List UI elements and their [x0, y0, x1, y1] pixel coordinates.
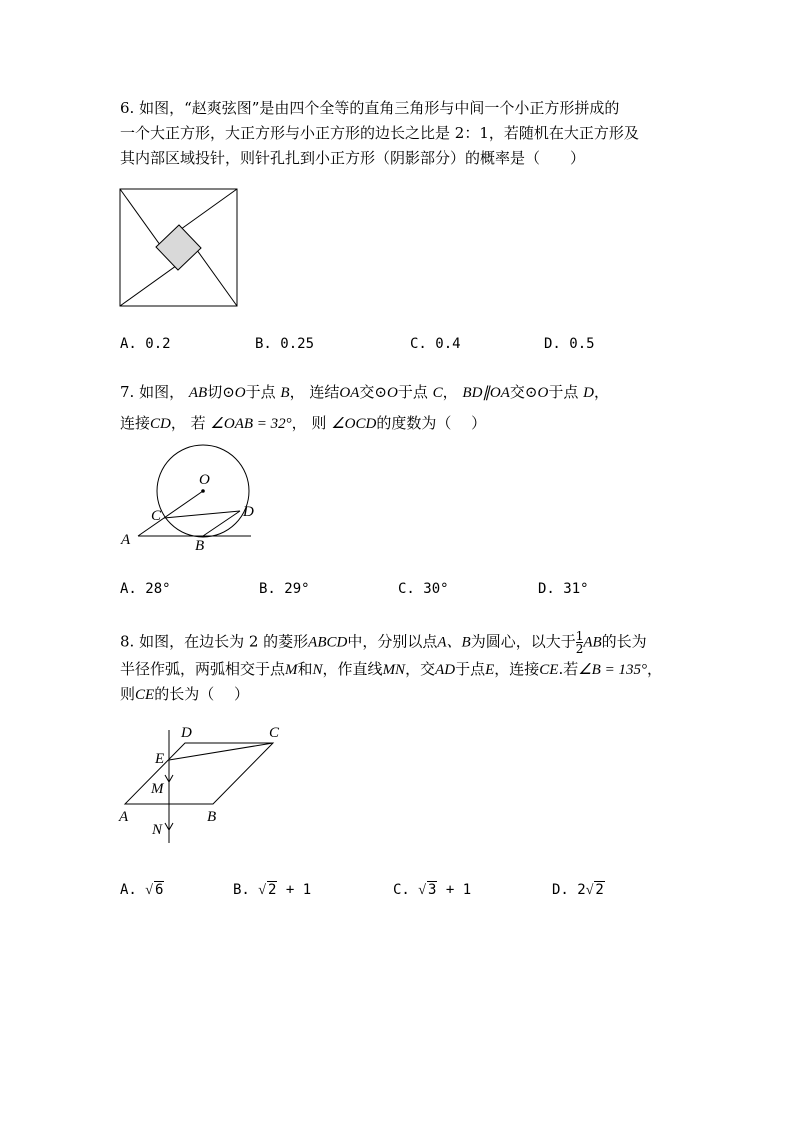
q8-text-part: 的长为 [601, 632, 647, 651]
q8-label-m: M [151, 781, 164, 797]
q8-option-b-prefix: B. [233, 882, 250, 898]
q7-line-bd [203, 511, 240, 536]
q8-option-c-radicand: 3 [427, 882, 437, 898]
q8-text-part: .若 [558, 660, 579, 678]
q8-text-line-2 [120, 659, 662, 680]
q7-angle-ocd: ∠OCD [331, 416, 377, 432]
q7-yudian: 于点 [548, 383, 584, 401]
q7-comma: ， [593, 383, 609, 401]
q8-option-a-prefix: A. [120, 882, 137, 898]
q7-option-d[interactable]: D. 31° [538, 581, 589, 597]
q7-center-dot [201, 489, 205, 493]
q6-option-a[interactable]: A. 0.2 [120, 336, 171, 352]
q8-option-b-radicand: 2 [267, 882, 277, 898]
q8-option-d-coef: 2 [577, 882, 586, 898]
q8-text-part: 8. 如图，在边长为 2 的菱形 [120, 632, 309, 651]
q8-label-c: C [269, 725, 280, 741]
q7-point-c: C [432, 385, 443, 401]
q8-label-a: A [119, 809, 129, 825]
q8-text-line-3 [120, 684, 249, 705]
q7-label-c: C [151, 508, 162, 524]
q6-option-b[interactable]: B. 0.25 [255, 336, 315, 352]
q7-option-a[interactable]: A. 28° [120, 581, 171, 597]
q7-yudian: 于点 [397, 383, 433, 401]
q7-text-line-1 [120, 382, 609, 403]
circle-symbol: ⊙ [374, 383, 387, 401]
q8-option-d-prefix: D. [552, 882, 569, 898]
q6-text-line-3: 其内部区域投针，则针孔扎到小正方形（阴影部分）的概率是（ ） [120, 149, 586, 167]
q7-text-line-2 [120, 413, 486, 434]
q6-zhaoshuang-diagram [120, 189, 240, 309]
q6-option-d[interactable]: D. 0.5 [544, 336, 595, 352]
q7-o: O [537, 385, 549, 401]
q7-seg-cd: CD [150, 416, 171, 432]
q7-label-o: O [199, 472, 210, 488]
q8-text-part: ，作直线 [322, 660, 383, 678]
q7-ruo: ， 若 [170, 414, 206, 432]
q8-text-part: ，连接 [494, 660, 540, 678]
q8-text-part: ， [646, 660, 662, 678]
q8-text-part: 的长为（ ） [154, 685, 249, 703]
q8-point-n: N [312, 662, 323, 678]
q8-text-part: 半径作弧，两弧相交于点 [120, 660, 286, 678]
q7-option-b[interactable]: B. 29° [259, 581, 310, 597]
q8-text-part: 中，分别以点 [347, 632, 438, 651]
q8-option-a-radicand: 6 [154, 882, 164, 898]
q8-line-mn: MN [382, 662, 406, 678]
q6-text-line-2: 一个大正方形，大正方形与小正方形的边长之比是 2：1，若随机在大正方形及 [120, 124, 639, 142]
q8-line-ce [169, 743, 273, 760]
q7-ask: 的度数为（ ） [376, 414, 487, 432]
q8-seg-ce: CE [135, 687, 155, 703]
q8-point-m: M [285, 662, 298, 678]
q8-option-a[interactable]: A. √ 6 [120, 882, 164, 898]
q7-label-a: A [121, 532, 131, 548]
q7-point-d: D [583, 385, 594, 401]
q8-label-n: N [152, 822, 163, 838]
q8-text-line-1 [120, 630, 647, 655]
q7-bd-parallel-oa: BD∥OA [462, 385, 510, 401]
q7-number: 7. 如图， [120, 383, 185, 401]
q7-jiao: 交 [359, 383, 375, 401]
q8-angle-b: ∠B = 135° [578, 662, 647, 678]
q8-seg-ab: AB [583, 634, 602, 651]
q8-label-e: E [155, 751, 165, 767]
q7-lianjie2: 连接 [120, 414, 151, 432]
q8-text-part: 则 [120, 685, 136, 703]
q7-ze: ， 则 [291, 414, 327, 432]
q7-comma: ， [442, 383, 458, 401]
q7-point-b: B [280, 385, 290, 401]
q8-seg-ce: CE [539, 662, 559, 678]
q8-option-c-tail: + 1 [437, 882, 472, 898]
q8-rhombus-diagram [115, 722, 305, 847]
q7-label-b: B [195, 538, 205, 554]
q7-label-d: D [243, 504, 254, 520]
q7-jiao: 交 [509, 383, 525, 401]
q8-points-ab: A、B [437, 634, 471, 651]
circle-symbol: ⊙ [222, 383, 235, 401]
q7-o: O [234, 385, 246, 401]
q7-line-cd [164, 511, 240, 518]
q8-option-c[interactable]: C. √ 3 + 1 [393, 882, 472, 898]
q7-circle-diagram [115, 450, 275, 560]
q7-lianjie: ， 连结 [289, 383, 340, 401]
q7-yudian: 于点 [245, 383, 281, 401]
q7-o: O [386, 385, 398, 401]
q8-rhombus [125, 743, 273, 804]
q6-option-c[interactable]: C. 0.4 [410, 336, 461, 352]
q7-seg-ab: AB [188, 385, 208, 401]
q8-text-part: 为圆心，以大于 [470, 632, 576, 651]
circle-symbol: ⊙ [524, 383, 538, 401]
q8-option-b-tail: + 1 [277, 882, 312, 898]
q8-option-b[interactable]: B. √ 2 + 1 [233, 882, 312, 898]
q7-angle-oab: ∠OAB = 32° [210, 416, 292, 432]
q8-point-e: E [485, 662, 495, 678]
q7-line-oa [138, 491, 203, 536]
q8-rhombus-name: ABCD [308, 634, 348, 651]
q8-text-part: ，交 [405, 660, 436, 678]
q7-option-c[interactable]: C. 30° [398, 581, 449, 597]
q8-label-b: B [207, 809, 217, 825]
q8-option-d[interactable]: D. 2√ 2 [552, 882, 604, 898]
q8-label-d: D [181, 725, 192, 741]
q8-text-part: 于点 [455, 660, 486, 678]
q8-option-c-prefix: C. [393, 882, 410, 898]
q8-frac-denominator: 2 [575, 642, 584, 656]
q7-seg-oa: OA [339, 385, 360, 401]
q8-text-part: 和 [297, 660, 313, 678]
q8-option-d-radicand: 2 [595, 882, 604, 898]
q7-qie: 切 [207, 383, 223, 401]
q6-text-line-1: 6. 如图，“赵爽弦图”是由四个全等的直角三角形与中间一个小正方形拼成的 [120, 99, 620, 117]
q6-small-square-shaded [156, 225, 201, 270]
q8-frac-numerator: 1 [575, 629, 584, 643]
q8-seg-ad: AD [435, 662, 456, 678]
